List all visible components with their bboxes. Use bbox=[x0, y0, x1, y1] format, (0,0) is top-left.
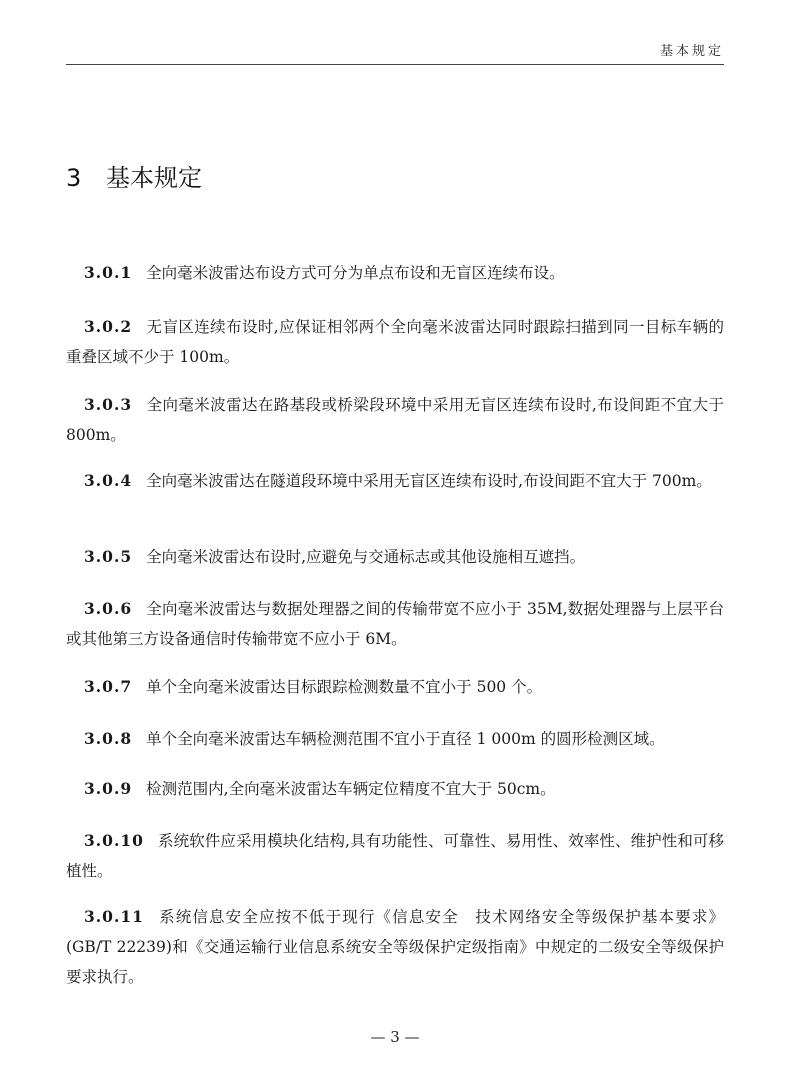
clause-number: 3.0.10 bbox=[84, 831, 144, 850]
clause-number: 3.0.2 bbox=[84, 317, 133, 336]
running-header-title: 基本规定 bbox=[659, 44, 724, 59]
clause-3-0-8 bbox=[66, 724, 724, 754]
clause-3-0-11 bbox=[66, 902, 724, 992]
clause-3-0-4 bbox=[66, 466, 724, 496]
clause-text: 全向毫米波雷达在路基段或桥梁段环境中采用无盲区连续布设时,布设间距不宜大于 800m。 bbox=[66, 396, 724, 444]
clause-text: 全向毫米波雷达与数据处理器之间的传输带宽不应小于 35M,数据处理器与上层平台或其他第三方设备通信时传输带宽不应小于 6M。 bbox=[66, 600, 724, 648]
clause-3-0-5 bbox=[66, 542, 724, 572]
clause-3-0-6 bbox=[66, 594, 724, 654]
clause-text: 单个全向毫米波雷达目标跟踪检测数量不宜小于 500 个。 bbox=[146, 678, 543, 696]
clause-text: 全向毫米波雷达在隧道段环境中采用无盲区连续布设时,布设间距不宜大于 700m。 bbox=[146, 472, 712, 490]
clause-text: 检测范围内,全向毫米波雷达车辆定位精度不宜大于 50cm。 bbox=[146, 780, 556, 798]
page-number: — 3 — bbox=[370, 1028, 420, 1046]
clause-text: 系统信息安全应按不低于现行《信息安全 技术网络安全等级保护基本要求》(GB/T 22239)和《交通运输行业信息系统安全等级保护定级指南》中规定的二级安全等级保护要求执行。 bbox=[66, 908, 724, 986]
clause-3-0-9 bbox=[66, 774, 724, 804]
clause-3-0-10 bbox=[66, 826, 724, 886]
clause-number: 3.0.6 bbox=[84, 599, 133, 618]
clause-3-0-7 bbox=[66, 672, 724, 702]
clause-number: 3.0.5 bbox=[84, 547, 133, 566]
chapter-number: 3 bbox=[66, 164, 82, 192]
clause-number: 3.0.7 bbox=[84, 677, 133, 696]
clause-number: 3.0.9 bbox=[84, 779, 133, 798]
clause-number: 3.0.1 bbox=[84, 263, 133, 282]
clause-number: 3.0.4 bbox=[84, 471, 133, 490]
clause-3-0-1 bbox=[66, 258, 724, 288]
clause-text: 全向毫米波雷达布设方式可分为单点布设和无盲区连续布设。 bbox=[146, 264, 565, 282]
clause-text: 单个全向毫米波雷达车辆检测范围不宜小于直径 1 000m 的圆形检测区域。 bbox=[146, 730, 665, 748]
clause-3-0-3 bbox=[66, 390, 724, 450]
running-header bbox=[66, 36, 724, 65]
clause-number: 3.0.11 bbox=[84, 907, 144, 926]
clause-number: 3.0.3 bbox=[84, 395, 133, 414]
clause-text: 全向毫米波雷达布设时,应避免与交通标志或其他设施相互遮挡。 bbox=[146, 548, 586, 566]
clause-number: 3.0.8 bbox=[84, 729, 133, 748]
clause-text: 系统软件应采用模块化结构,具有功能性、可靠性、易用性、效率性、维护性和可移植性。 bbox=[66, 832, 724, 880]
chapter-heading bbox=[66, 158, 202, 193]
clause-text: 无盲区连续布设时,应保证相邻两个全向毫米波雷达同时跟踪扫描到同一目标车辆的重叠区域不少于 100m。 bbox=[66, 318, 724, 366]
chapter-title: 基本规定 bbox=[106, 164, 202, 192]
clause-3-0-2 bbox=[66, 312, 724, 372]
